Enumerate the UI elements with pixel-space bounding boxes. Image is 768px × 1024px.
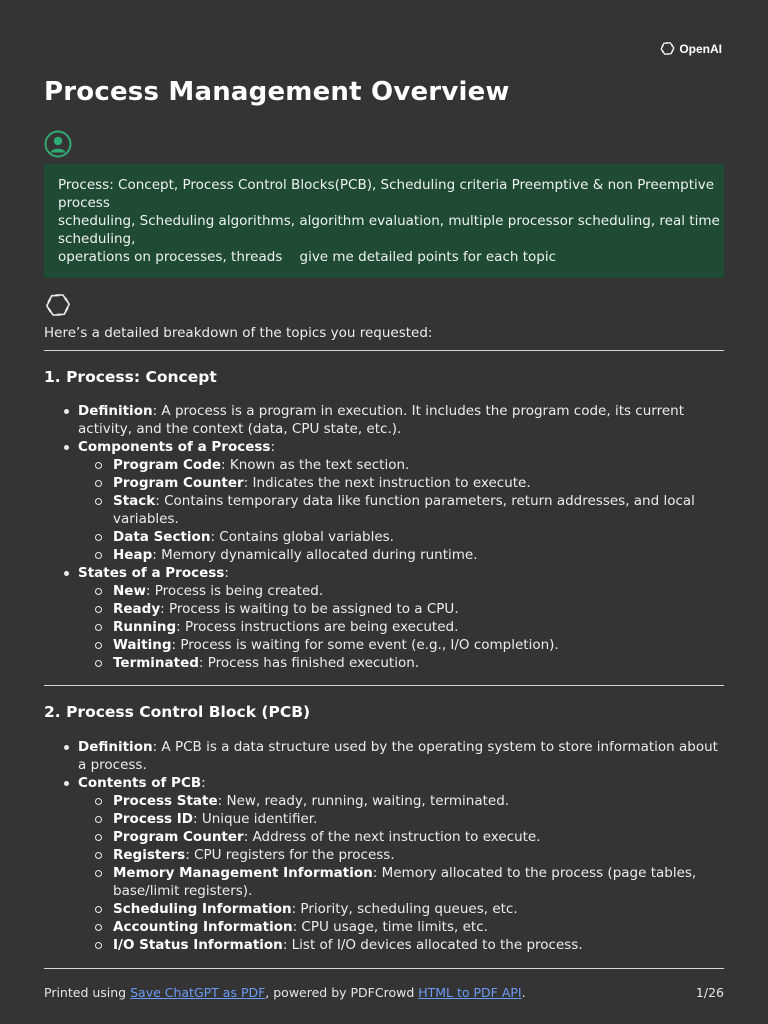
prompt-line: scheduling,	[58, 231, 136, 247]
list-item: Data Section: Contains global variables.	[78, 528, 724, 546]
html-to-pdf-api-link[interactable]: HTML to PDF API	[418, 985, 522, 1000]
process-concept-list	[44, 402, 724, 672]
brand-name: OpenAI	[679, 41, 722, 56]
list-item: I/O Status Information: List of I/O devices allocated to the process.	[78, 936, 724, 954]
list-item: Registers: CPU registers for the process.	[78, 846, 724, 864]
states-list	[78, 582, 724, 672]
list-item: Process ID: Unique identifier.	[78, 810, 724, 828]
list-item: Waiting: Process is waiting for some event (e.g., I/O completion).	[78, 636, 724, 654]
list-item: States of a Process: New: Process is being created. Ready: Process is waiting to be assigned to a CPU. Running: Process instructions are being executed. Waiting: Process is waiting for some event (e.g., I/O completion). Terminated: Process has finished execution.	[44, 564, 724, 672]
user-avatar-icon	[44, 130, 72, 158]
pcb-list	[44, 738, 724, 954]
list-item: Terminated: Process has finished execution.	[78, 654, 724, 672]
chatgpt-avatar-icon	[44, 291, 72, 319]
page-title: Process Management Overview	[44, 77, 510, 107]
response-intro: Here’s a detailed breakdown of the topics you requested:	[44, 325, 433, 341]
prompt-line: scheduling, Scheduling algorithms, algorithm evaluation, multiple processor scheduling, real time	[58, 213, 720, 229]
list-item: Scheduling Information: Priority, scheduling queues, etc.	[78, 900, 724, 918]
list-item: Ready: Process is waiting to be assigned to a CPU.	[78, 600, 724, 618]
list-item: Accounting Information: CPU usage, time limits, etc.	[78, 918, 724, 936]
divider	[44, 685, 724, 686]
list-item: Running: Process instructions are being executed.	[78, 618, 724, 636]
prompt-line: operations on processes, threads give me detailed points for each topic	[58, 249, 557, 265]
list-item: Heap: Memory dynamically allocated during runtime.	[78, 546, 724, 564]
section-title-pcb: 2. Process Control Block (PCB)	[44, 703, 311, 721]
print-footer: Printed using Save ChatGPT as PDF, powered by PDFCrowd HTML to PDF API. 1/26	[44, 985, 724, 1000]
list-item: Memory Management Information: Memory allocated to the process (page tables, base/limit registers).	[78, 864, 724, 900]
openai-logo	[659, 40, 722, 57]
list-item: Program Counter: Address of the next instruction to execute.	[78, 828, 724, 846]
openai-logo-icon	[659, 40, 676, 57]
list-item: Components of a Process: Program Code: Known as the text section. Program Counter: Indicates the next instruction to execute. Stack: Contains temporary data like function parameters, return addresses, and local variables. Data Section: Contains global variables. Heap: Memory dynamically allocated during runtime.	[44, 438, 724, 564]
divider	[44, 350, 724, 351]
pcb-contents-list	[78, 792, 724, 954]
list-item: New: Process is being created.	[78, 582, 724, 600]
list-item: Program Counter: Indicates the next instruction to execute.	[78, 474, 724, 492]
list-item: Contents of PCB: Process State: New, ready, running, waiting, terminated. Process ID: Unique identifier. Program Counter: Address of the next instruction to execute. Registers: CPU registers for the process. Memory Management Information: Memory allocated to the process (page tables, base/limit registers). Scheduling Information: Priority, scheduling queues, etc. Accounting Information: CPU usage, time limits, etc. I/O Status Information: List of I/O devices allocated to the process.	[44, 774, 724, 954]
prompt-line: Process: Concept, Process Control Blocks(PCB), Scheduling criteria Preemptive & non Preemptive	[58, 177, 715, 193]
page-number: 1/26	[695, 985, 724, 1000]
divider	[44, 968, 724, 969]
list-item: Process State: New, ready, running, waiting, terminated.	[78, 792, 724, 810]
save-chatgpt-pdf-link[interactable]: Save ChatGPT as PDF	[130, 985, 266, 1000]
list-item: Definition: A process is a program in execution. It includes the program code, its current activity, and the context (data, CPU state, etc.).	[44, 402, 724, 438]
components-list	[78, 456, 724, 564]
user-prompt	[44, 164, 724, 278]
section-title-process-concept: 1. Process: Concept	[44, 368, 217, 386]
list-item: Stack: Contains temporary data like function parameters, return addresses, and local variables.	[78, 492, 724, 528]
prompt-line: process	[58, 195, 110, 211]
list-item: Program Code: Known as the text section.	[78, 456, 724, 474]
list-item: Definition: A PCB is a data structure used by the operating system to store information about a process.	[44, 738, 724, 774]
